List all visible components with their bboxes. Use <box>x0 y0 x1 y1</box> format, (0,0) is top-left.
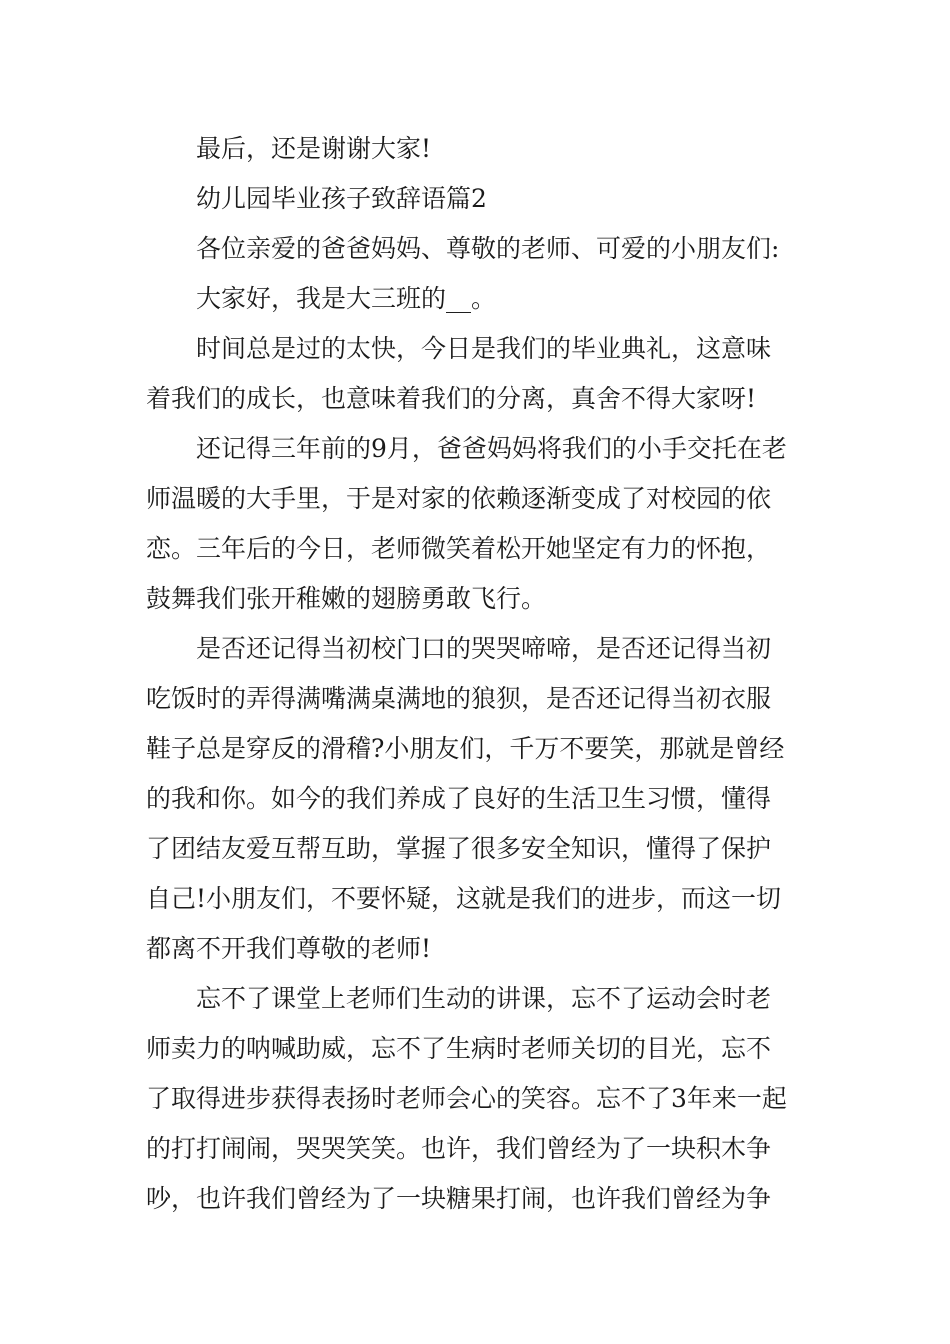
paragraph-line: 时间总是过的太快，今日是我们的毕业典礼，这意味 <box>196 334 772 363</box>
greeting-line: 大家好，我是大三班的__。 <box>196 284 497 313</box>
paragraph-line: 吵，也许我们曾经为了一块糖果打闹，也许我们曾经为争 <box>146 1184 772 1213</box>
salutation-line: 各位亲爱的爸爸妈妈、尊敬的老师、可爱的小朋友们: <box>196 234 780 263</box>
paragraph-line: 吃饭时的弄得满嘴满桌满地的狼狈，是否还记得当初衣服 <box>146 684 772 713</box>
closing-line: 最后，还是谢谢大家! <box>196 134 432 163</box>
paragraph-line: 了取得进步获得表扬时老师会心的笑容。忘不了3年来一起 <box>146 1084 787 1113</box>
paragraph-line: 师卖力的呐喊助威，忘不了生病时老师关切的目光，忘不 <box>146 1034 772 1063</box>
paragraph-line: 恋。三年后的今日，老师微笑着松开她坚定有力的怀抱， <box>146 534 772 563</box>
paragraph-line: 都离不开我们尊敬的老师! <box>146 934 432 963</box>
paragraph-line: 了团结友爱互帮互助，掌握了很多安全知识，懂得了保护 <box>146 834 772 863</box>
section-heading: 幼儿园毕业孩子致辞语篇2 <box>196 184 487 213</box>
paragraph-line: 忘不了课堂上老师们生动的讲课，忘不了运动会时老 <box>196 984 772 1013</box>
paragraph-line: 着我们的成长，也意味着我们的分离，真舍不得大家呀! <box>146 384 757 413</box>
paragraph-line: 鼓舞我们张开稚嫩的翅膀勇敢飞行。 <box>146 584 547 613</box>
paragraph-line: 自己!小朋友们，不要怀疑，这就是我们的进步，而这一切 <box>146 884 782 913</box>
paragraph-line: 师温暖的大手里，于是对家的依赖逐渐变成了对校园的依 <box>146 484 772 513</box>
paragraph-line: 的我和你。如今的我们养成了良好的生活卫生习惯，懂得 <box>146 784 772 813</box>
paragraph-line: 鞋子总是穿反的滑稽?小朋友们，千万不要笑，那就是曾经 <box>146 734 785 763</box>
paragraph-line: 的打打闹闹，哭哭笑笑。也许，我们曾经为了一块积木争 <box>146 1134 772 1163</box>
paragraph-line: 还记得三年前的9月，爸爸妈妈将我们的小手交托在老 <box>196 434 787 463</box>
paragraph-line: 是否还记得当初校门口的哭哭啼啼，是否还记得当初 <box>196 634 772 663</box>
